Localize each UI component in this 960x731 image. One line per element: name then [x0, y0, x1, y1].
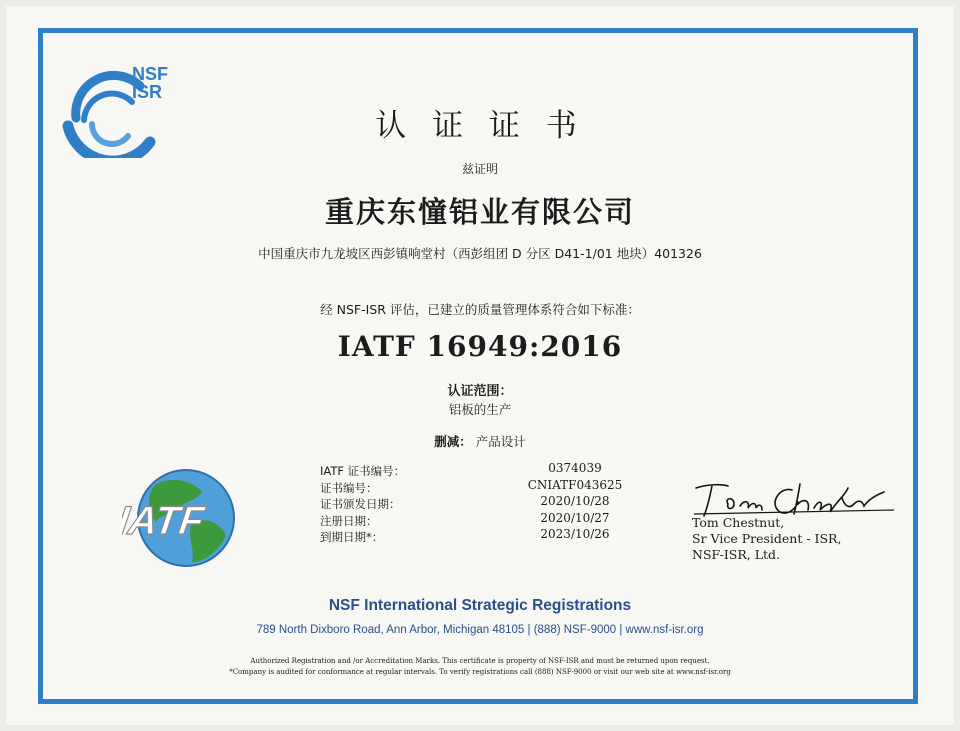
scope-label: 认证范围： [447, 384, 513, 399]
scope-value: 铝板的生产 [448, 402, 512, 417]
nsf-logo-line1: NSF [132, 64, 168, 84]
footer-address: 789 North Dixboro Road, Ann Arbor, Michigan 48105 | (888) NSF-9000 | www.nsf-isr.org [256, 624, 704, 636]
label-iatf-number: IATF 证书编号： [320, 464, 406, 478]
signer-name: Tom Chestnut, [692, 515, 785, 530]
standard-name: IATF 16949:2016 [337, 330, 623, 363]
exclusion [0, 432, 960, 450]
signer-block [692, 515, 841, 563]
signer-title: Sr Vice President - ISR, [692, 531, 842, 546]
value-certificate-number: CNIATF043625 [527, 477, 623, 492]
company-address: 中国重庆市九龙坡区西彭镇响堂村（西彭组团 D 分区 D41-1/01 地块）401326 [258, 246, 702, 261]
iatf-logo [122, 462, 240, 572]
fine-print-1: Authorized Registration and /or Accreditation Marks. This certificate is property of NSF-ISR and must be returned upon request. [250, 657, 710, 665]
company-name: 重庆东憧铝业有限公司 [324, 195, 635, 229]
signer-org: NSF-ISR, Ltd. [692, 547, 780, 562]
assessment-statement: 经 NSF-ISR 评估，已建立的质量管理体系符合如下标准： [320, 302, 640, 317]
exclusion-label: 删减： [434, 434, 472, 449]
iatf-logo-text: IATF [122, 498, 207, 543]
exclusion-value: 产品设计 [475, 434, 526, 449]
value-registration-date: 2020/10/27 [540, 510, 610, 525]
value-issue-date: 2020/10/28 [540, 494, 610, 508]
label-issue-date: 证书颁发日期： [320, 497, 401, 511]
fine-print-2: *Company is audited for conformance at regular intervals. To verify registrations call (888) NSF-9000 or visit our web site at www.nsf-isr.org [229, 668, 731, 676]
label-expiry-date: 到期日期*： [320, 530, 384, 544]
nsf-logo-line2: ISR [132, 82, 163, 102]
certificate-title: 认 证 证 书 [375, 108, 585, 144]
label-certificate-number: 证书编号： [320, 480, 378, 495]
certificate-subtitle: 兹证明 [461, 162, 498, 176]
details-labels [320, 463, 405, 546]
footer-organization: NSF International Strategic Registrations [328, 597, 632, 614]
value-iatf-number: 0374039 [548, 461, 602, 475]
signature-image [688, 474, 898, 520]
details-values [520, 460, 630, 543]
value-expiry-date: 2023/10/26 [540, 527, 610, 541]
label-registration-date: 注册日期： [320, 513, 378, 528]
